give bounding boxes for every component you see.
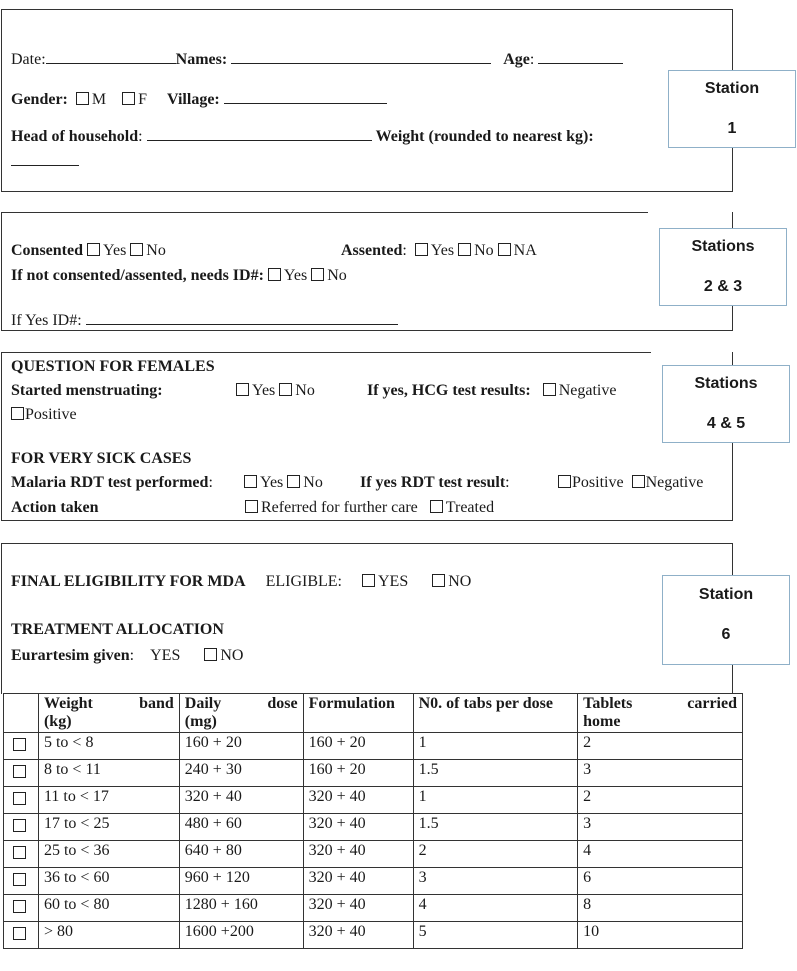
table-row <box>4 868 743 895</box>
eurartesim-yes-label: YES <box>150 647 181 664</box>
tabs-per-dose-header: N0. of tabs per dose <box>413 694 578 733</box>
eligible-label: ELIGIBLE: <box>265 573 342 590</box>
daily-dose-header: Daily dose (mg) <box>179 694 303 733</box>
formulation-cell: 320 + 40 <box>303 814 413 841</box>
table-row <box>4 814 743 841</box>
daily-dose-cell: 320 + 40 <box>179 787 303 814</box>
head-field[interactable] <box>147 127 372 141</box>
weight-band-cell: 8 to < 11 <box>38 760 179 787</box>
formulation-cell: 320 + 40 <box>303 895 413 922</box>
weight-band-cell: 17 to < 25 <box>38 814 179 841</box>
eurartesim-colon: : <box>129 647 135 664</box>
gender-village-row <box>11 90 387 109</box>
station-6-number: 6 <box>721 626 731 643</box>
rdt-positive-label: Positive <box>572 474 624 491</box>
needs-id-label: If not consented/assented, needs ID#: <box>11 267 264 284</box>
row-select-cell <box>4 841 39 868</box>
tabs-per-dose-cell: 1.5 <box>413 814 578 841</box>
rdt-yes-checkbox[interactable] <box>244 475 257 488</box>
consented-no-checkbox[interactable] <box>130 243 143 256</box>
row-select-cell <box>4 787 39 814</box>
tabs-per-dose-cell: 5 <box>413 922 578 949</box>
eurartesim-no-checkbox[interactable] <box>204 648 217 661</box>
daily-dose-cell: 960 + 120 <box>179 868 303 895</box>
consented-yes-checkbox[interactable] <box>87 243 100 256</box>
tablets-carried-cell: 3 <box>578 814 743 841</box>
head-colon: : <box>138 128 143 145</box>
if-yes-id-row <box>11 311 398 330</box>
treated-checkbox[interactable] <box>430 500 443 513</box>
formulation-cell: 320 + 40 <box>303 868 413 895</box>
row-select-checkbox[interactable] <box>13 819 26 832</box>
weight-label: Weight (rounded to nearest kg): <box>375 128 594 145</box>
hcg-positive-row <box>11 406 77 424</box>
table-row <box>4 733 743 760</box>
female-checkbox[interactable] <box>122 92 135 105</box>
table-row <box>4 922 743 949</box>
tabs-per-dose-cell: 4 <box>413 895 578 922</box>
section-females-sick <box>1 352 733 521</box>
assented-na-checkbox[interactable] <box>498 243 511 256</box>
assented-no-checkbox[interactable] <box>458 243 471 256</box>
head-weight-row <box>11 127 594 146</box>
row-select-checkbox[interactable] <box>13 846 26 859</box>
tabs-per-dose-cell: 1 <box>413 733 578 760</box>
table-row <box>4 895 743 922</box>
dosing-table <box>3 693 743 949</box>
station-2-3-number: 2 & 3 <box>703 278 743 295</box>
weight-band-cell: > 80 <box>38 922 179 949</box>
row-select-cell <box>4 733 39 760</box>
female-label: F <box>138 91 148 108</box>
rdt-negative-checkbox[interactable] <box>632 475 645 488</box>
assent-row <box>341 242 537 260</box>
daily-dose-cell: 1280 + 160 <box>179 895 303 922</box>
weight-band-cell: 25 to < 36 <box>38 841 179 868</box>
menstruating-yes-checkbox[interactable] <box>236 383 249 396</box>
action-row <box>11 499 99 517</box>
station-2-3-title: Stations <box>691 238 755 255</box>
assented-yes-checkbox[interactable] <box>415 243 428 256</box>
male-label: M <box>91 91 107 108</box>
rdt-no-checkbox[interactable] <box>287 475 300 488</box>
eligible-no-label: NO <box>448 573 472 590</box>
names-field[interactable] <box>231 50 491 64</box>
daily-dose-cell: 640 + 80 <box>179 841 303 868</box>
age-colon: : <box>529 51 535 68</box>
eurartesim-no-label: NO <box>220 647 244 664</box>
rdt-result-label: If yes RDT test result <box>360 474 506 491</box>
tablets-carried-cell: 10 <box>578 922 743 949</box>
needs-id-row <box>11 267 347 285</box>
daily-dose-cell: 160 + 20 <box>179 733 303 760</box>
tabs-per-dose-cell: 1 <box>413 787 578 814</box>
rdt-label: Malaria RDT test performed <box>11 474 209 491</box>
assented-yes-label: Yes <box>430 242 455 259</box>
rdt-colon: : <box>208 474 213 491</box>
tablets-carried-header: Tablets carried home <box>578 694 743 733</box>
weight-band-cell: 60 to < 80 <box>38 895 179 922</box>
assented-no-label: No <box>474 242 494 259</box>
daily-dose-cell: 1600 +200 <box>179 922 303 949</box>
eurartesim-label: Eurartesim given <box>11 647 130 664</box>
consented-yes-label: Yes <box>103 242 127 259</box>
females-heading: QUESTION FOR FEMALES <box>11 358 215 375</box>
menstruating-no-label: No <box>295 382 315 399</box>
date-label: Date: <box>11 51 46 68</box>
assented-na-label: NA <box>513 242 537 259</box>
formulation-cell: 320 + 40 <box>303 787 413 814</box>
village-field[interactable] <box>224 90 387 104</box>
consented-no-label: No <box>146 242 166 259</box>
tablets-carried-cell: 2 <box>578 733 743 760</box>
id-number-field[interactable] <box>86 311 398 325</box>
row-select-checkbox[interactable] <box>13 792 26 805</box>
row-select-checkbox[interactable] <box>13 765 26 778</box>
menstruating-label: Started menstruating: <box>11 382 163 399</box>
hcg-positive-checkbox[interactable] <box>11 407 24 420</box>
action-options <box>245 499 494 517</box>
rdt-positive-checkbox[interactable] <box>558 475 571 488</box>
age-field[interactable] <box>538 50 623 64</box>
tablets-carried-cell: 8 <box>578 895 743 922</box>
hcg-negative-label: Negative <box>558 382 617 399</box>
village-label: Village: <box>167 91 220 108</box>
section-eligibility <box>1 543 733 694</box>
station-6-box <box>662 575 790 665</box>
station-2-3-box <box>659 228 787 306</box>
gender-label: Gender: <box>11 91 68 108</box>
action-label: Action taken <box>11 499 99 516</box>
menstruating-row <box>11 382 163 400</box>
consent-row <box>11 242 166 260</box>
hcg-row <box>367 382 616 400</box>
checkbox-column-header <box>4 694 39 733</box>
table-header-row <box>4 694 743 733</box>
formulation-cell: 160 + 20 <box>303 733 413 760</box>
row-select-checkbox[interactable] <box>13 738 26 751</box>
daily-dose-cell: 240 + 30 <box>179 760 303 787</box>
station-4-5-box <box>662 365 790 443</box>
row-select-cell <box>4 922 39 949</box>
row-select-cell <box>4 760 39 787</box>
menstruating-yes-label: Yes <box>252 382 276 399</box>
table-row <box>4 787 743 814</box>
assented-label: Assented <box>341 242 403 259</box>
rdt-result-row <box>360 474 510 492</box>
rdt-result-colon: : <box>505 474 510 491</box>
formulation-cell: 160 + 20 <box>303 760 413 787</box>
referred-label: Referred for further care <box>261 499 418 516</box>
row-select-cell <box>4 868 39 895</box>
menstruating-options <box>236 382 315 400</box>
rdt-row <box>11 474 213 492</box>
table-row <box>4 841 743 868</box>
tablets-carried-cell: 4 <box>578 841 743 868</box>
tablets-carried-cell: 6 <box>578 868 743 895</box>
if-yes-id-label: If Yes ID#: <box>11 312 82 329</box>
formulation-cell: 320 + 40 <box>303 841 413 868</box>
station-1-title: Station <box>704 80 760 97</box>
tablets-carried-cell: 2 <box>578 787 743 814</box>
row-select-checkbox[interactable] <box>13 900 26 913</box>
weight-band-cell: 36 to < 60 <box>38 868 179 895</box>
needs-id-yes-label: Yes <box>283 267 308 284</box>
row-select-checkbox[interactable] <box>13 927 26 940</box>
tabs-per-dose-cell: 1.5 <box>413 760 578 787</box>
eligibility-row <box>11 573 471 591</box>
station-1-number: 1 <box>727 120 737 137</box>
sick-heading: FOR VERY SICK CASES <box>11 450 192 467</box>
head-label: Head of household <box>11 128 139 145</box>
formulation-cell: 320 + 40 <box>303 922 413 949</box>
eligible-yes-label: YES <box>377 573 409 590</box>
rdt-no-label: No <box>303 474 323 491</box>
rdt-options <box>244 474 323 492</box>
daily-dose-cell: 480 + 60 <box>179 814 303 841</box>
eligible-no-checkbox[interactable] <box>432 574 445 587</box>
hcg-label: If yes, HCG test results: <box>367 382 531 399</box>
weight-band-cell: 5 to < 8 <box>38 733 179 760</box>
needs-id-no-label: No <box>327 267 347 284</box>
date-field[interactable] <box>46 50 176 64</box>
final-eligibility-label: FINAL ELIGIBILITY FOR MDA <box>11 573 246 590</box>
menstruating-no-checkbox[interactable] <box>279 383 292 396</box>
rdt-negative-label: Negative <box>645 474 704 491</box>
row-select-cell <box>4 895 39 922</box>
hcg-positive-label: Positive <box>25 406 77 423</box>
rdt-result-options <box>558 474 703 492</box>
names-label: Names: <box>175 51 228 68</box>
row-select-cell <box>4 814 39 841</box>
station-1-box <box>668 70 796 148</box>
tabs-per-dose-cell: 3 <box>413 868 578 895</box>
male-checkbox[interactable] <box>76 92 89 105</box>
station-6-title: Station <box>698 586 754 603</box>
station-4-5-number: 4 & 5 <box>706 415 746 432</box>
treated-label: Treated <box>445 499 495 516</box>
eurartesim-row <box>11 647 243 665</box>
weight-band-cell: 11 to < 17 <box>38 787 179 814</box>
treatment-heading: TREATMENT ALLOCATION <box>11 621 224 638</box>
weight-field[interactable] <box>11 152 79 166</box>
tabs-per-dose-cell: 2 <box>413 841 578 868</box>
referred-checkbox[interactable] <box>245 500 258 513</box>
date-names-age-row <box>11 50 623 69</box>
assented-colon: : <box>402 242 407 259</box>
tablets-carried-cell: 3 <box>578 760 743 787</box>
weight-band-header: Weight band (kg) <box>38 694 179 733</box>
row-select-checkbox[interactable] <box>13 873 26 886</box>
needs-id-no-checkbox[interactable] <box>311 268 324 281</box>
consented-label: Consented <box>11 242 84 259</box>
table-row <box>4 760 743 787</box>
station-4-5-title: Stations <box>694 375 758 392</box>
hcg-negative-checkbox[interactable] <box>543 383 556 396</box>
eligible-yes-checkbox[interactable] <box>362 574 375 587</box>
needs-id-yes-checkbox[interactable] <box>268 268 281 281</box>
formulation-header: Formulation <box>303 694 413 733</box>
age-label: Age <box>503 51 530 68</box>
rdt-yes-label: Yes <box>260 474 284 491</box>
